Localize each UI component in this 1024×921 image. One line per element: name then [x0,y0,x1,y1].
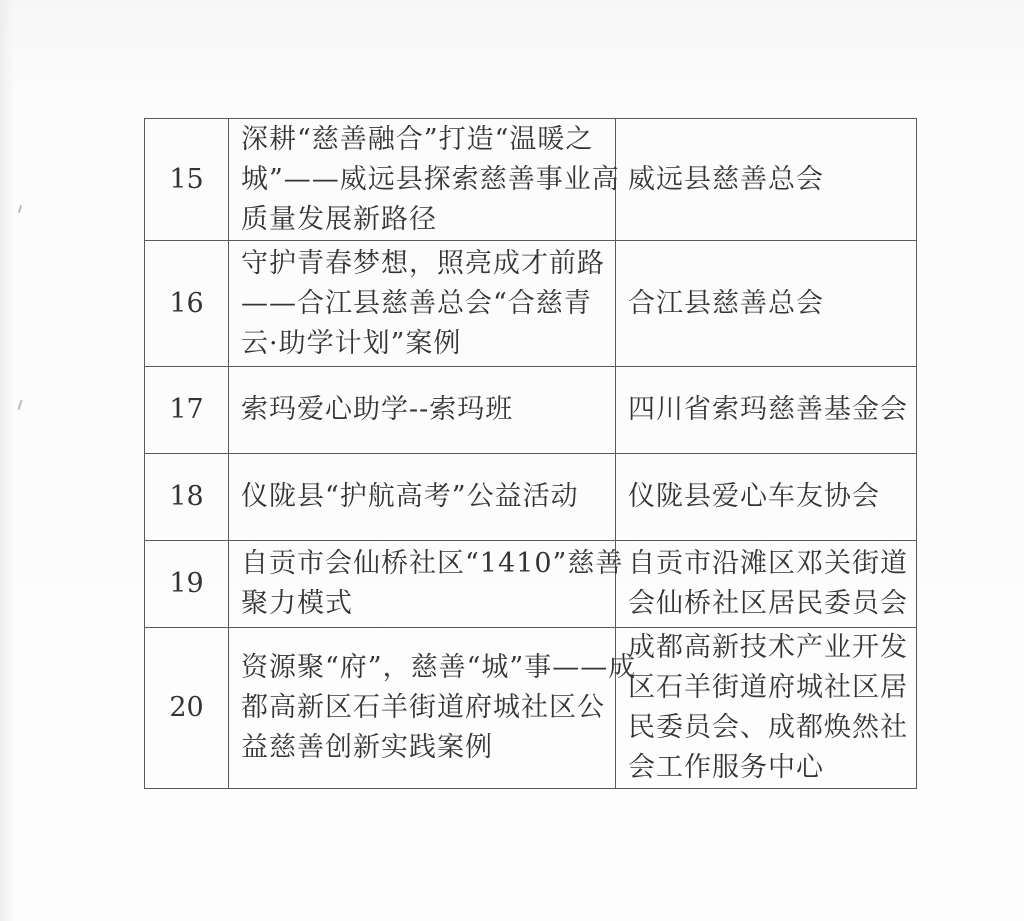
scan-mark [18,205,22,213]
organization-line: 会工作服务中心 [628,752,824,783]
row-number: 20 [145,628,229,789]
case-name-cell [229,241,616,367]
organization-line: 威远县慈善总会 [628,163,824,195]
organization-line: 四川省索玛慈善基金会 [628,394,908,425]
case-name-cell [229,541,624,628]
table-row [145,454,917,541]
case-name-line: 仪陇县“护航高考”公益活动 [241,481,579,512]
case-name-line: 城”——威远县探索慈善事业高 [241,163,620,195]
organization-line: 区石羊街道府城社区居 [628,672,908,703]
case-name-line: 聚力模式 [241,588,353,619]
case-name-line: ——合江县慈善总会“合慈青 [241,287,592,319]
case-name-line: 云·助学计划”案例 [241,327,462,359]
organization-cell [616,628,917,789]
scan-mark [18,400,23,410]
row-number: 17 [145,367,229,454]
case-name-cell [229,119,620,241]
table-row [145,367,917,454]
case-name-line: 自贡市会仙桥社区“1410”慈善 [241,548,624,579]
organization-line: 民委员会、成都焕然社 [628,712,908,743]
table-row [145,241,917,367]
organization-line: 仪陇县爱心车友协会 [628,481,880,512]
case-name-cell [229,628,637,789]
page-edge-shadow [0,0,14,921]
table-row [145,541,917,628]
case-name-line: 质量发展新路径 [241,203,437,235]
case-name-cell [229,367,616,454]
case-name-line: 益慈善创新实践案例 [241,732,493,763]
case-name-line: 资源聚“府”，慈善“城”事——成 [241,652,637,683]
case-name-line: 索玛爱心助学--索玛班 [241,394,514,425]
case-name-line: 深耕“慈善融合”打造“温暖之 [241,123,594,155]
organization-cell [616,541,917,628]
row-number: 16 [145,241,229,367]
table-row [145,628,917,789]
organization-cell [616,119,917,241]
case-list-table [144,118,917,789]
case-name-line: 守护青春梦想，照亮成才前路 [241,247,605,279]
row-number: 19 [145,541,229,628]
organization-line: 会仙桥社区居民委员会 [628,588,908,619]
table-row [145,119,917,241]
organization-line: 合江县慈善总会 [628,287,824,319]
organization-cell [616,367,917,454]
row-number: 15 [145,119,229,241]
organization-cell [616,454,917,541]
row-number: 18 [145,454,229,541]
organization-line: 成都高新技术产业开发 [628,632,908,663]
organization-cell [616,241,917,367]
organization-line: 自贡市沿滩区邓关街道 [628,548,908,579]
case-name-cell [229,454,616,541]
case-name-line: 都高新区石羊街道府城社区公 [241,692,605,723]
